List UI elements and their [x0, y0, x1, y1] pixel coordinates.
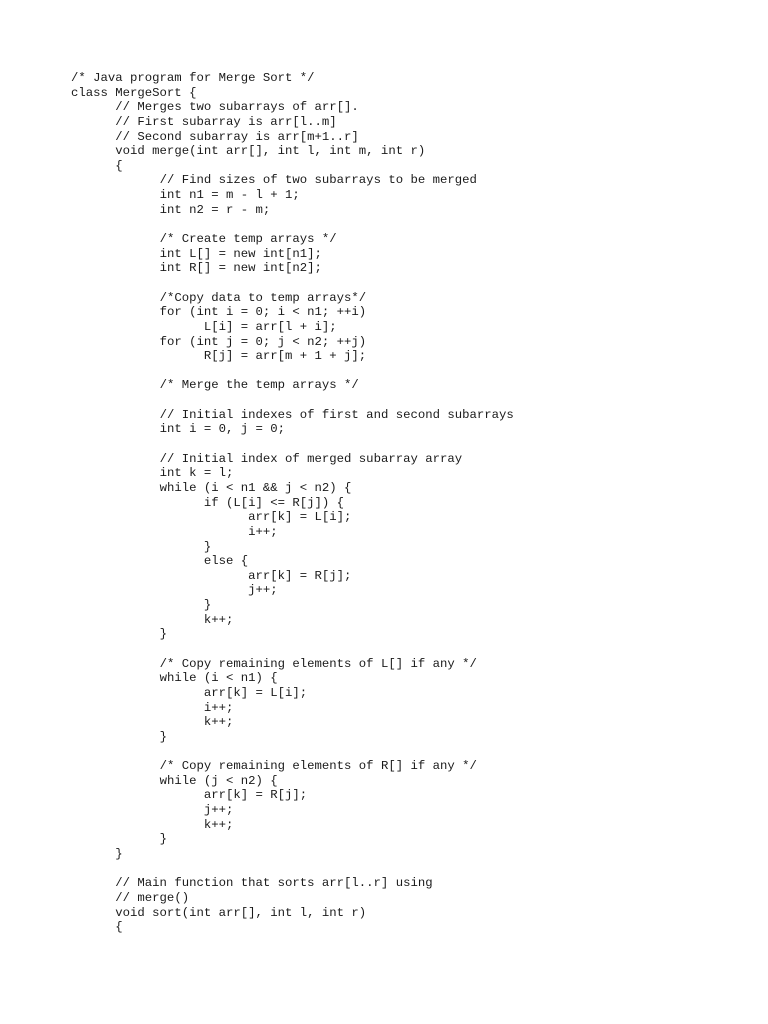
code-line: // Initial indexes of first and second subarrays — [71, 407, 514, 422]
code-line: // Initial index of merged subarray array — [71, 451, 463, 466]
code-line: /* Copy remaining elements of L[] if any */ — [71, 656, 477, 671]
code-line: // Second subarray is arr[m+1..r] — [71, 129, 359, 144]
code-line: i++; — [71, 700, 234, 715]
code-line: int k = l; — [71, 466, 234, 481]
code-line: /* Java program for Merge Sort */ — [71, 71, 315, 85]
code-line — [71, 642, 514, 657]
code-line: k++; — [71, 817, 234, 832]
code-line: { — [71, 920, 123, 935]
code-line: /* Merge the temp arrays */ — [71, 378, 359, 393]
code-line — [71, 217, 514, 232]
code-line: void sort(int arr[], int l, int r) — [71, 905, 367, 920]
code-line: for (int j = 0; j < n2; ++j) — [71, 334, 367, 349]
code-line: } — [71, 627, 167, 642]
code-listing — [71, 71, 514, 935]
code-line — [71, 364, 514, 379]
code-line: { — [71, 158, 123, 173]
code-line: class MergeSort { — [71, 85, 197, 100]
code-line: /* Create temp arrays */ — [71, 232, 337, 247]
code-line: arr[k] = R[j]; — [71, 568, 352, 583]
code-line: /* Copy remaining elements of R[] if any */ — [71, 759, 477, 774]
code-line: } — [71, 832, 167, 847]
code-line: int i = 0, j = 0; — [71, 422, 286, 437]
code-line: for (int i = 0; i < n1; ++i) — [71, 305, 367, 320]
code-line: int R[] = new int[n2]; — [71, 261, 322, 276]
code-line: arr[k] = L[i]; — [71, 510, 352, 525]
code-line: R[j] = arr[m + 1 + j]; — [71, 349, 367, 364]
code-line — [71, 862, 514, 877]
code-line: } — [71, 598, 212, 613]
code-line: int n2 = r - m; — [71, 202, 271, 217]
code-line: while (j < n2) { — [71, 773, 278, 788]
code-line: // Main function that sorts arr[l..r] using — [71, 876, 433, 891]
code-line: if (L[i] <= R[j]) { — [71, 495, 345, 510]
code-line: arr[k] = R[j]; — [71, 788, 308, 803]
code-line: } — [71, 539, 212, 554]
code-line: k++; — [71, 715, 234, 730]
code-line — [71, 276, 514, 291]
code-line: j++; — [71, 803, 234, 818]
code-line: void merge(int arr[], int l, int m, int r) — [71, 144, 426, 159]
code-line: arr[k] = L[i]; — [71, 685, 308, 700]
code-line: while (i < n1 && j < n2) { — [71, 480, 352, 495]
code-line: int L[] = new int[n1]; — [71, 246, 322, 261]
code-line: k++; — [71, 612, 234, 627]
code-line — [71, 393, 514, 408]
code-line: while (i < n1) { — [71, 671, 278, 686]
code-line: } — [71, 846, 123, 861]
code-line: int n1 = m - l + 1; — [71, 188, 300, 203]
code-line: // merge() — [71, 890, 190, 905]
code-line: } — [71, 729, 167, 744]
code-line: L[i] = arr[l + i]; — [71, 319, 337, 334]
code-line: // Find sizes of two subarrays to be merged — [71, 173, 477, 188]
code-line: // First subarray is arr[l..m] — [71, 114, 337, 129]
code-line: // Merges two subarrays of arr[]. — [71, 100, 359, 115]
code-line — [71, 437, 514, 452]
code-line: /*Copy data to temp arrays*/ — [71, 290, 367, 305]
code-line — [71, 744, 514, 759]
code-line: i++; — [71, 524, 278, 539]
code-line: j++; — [71, 583, 278, 598]
code-line: else { — [71, 554, 249, 569]
